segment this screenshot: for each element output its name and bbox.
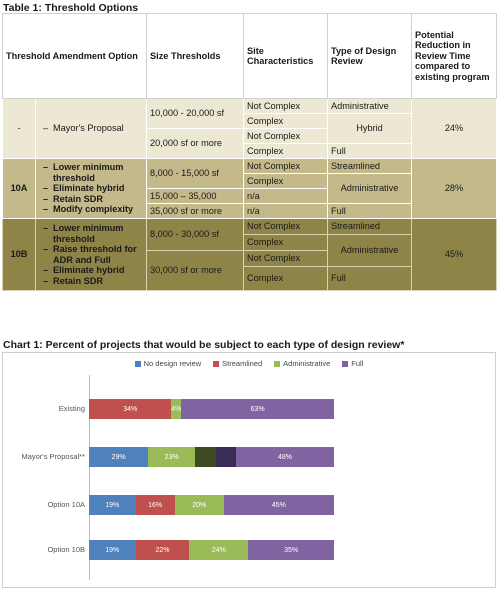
group2-review: Full — [328, 204, 412, 219]
bar-segment: 24% — [189, 540, 248, 560]
group3-id: 10B — [3, 219, 36, 291]
category-label: Existing — [58, 404, 85, 413]
group2-review: Streamlined — [328, 159, 412, 174]
group2-size: 15,000 – 35,000 — [147, 189, 244, 204]
legend-label: Streamlined — [222, 359, 263, 368]
group1-review: Hybrid — [328, 114, 412, 144]
chart-legend — [3, 359, 495, 368]
bar-row — [89, 540, 334, 560]
group2-option: – Modify complexity — [53, 204, 143, 215]
legend-swatch — [135, 361, 141, 367]
group3-size: 30,000 sf or more — [147, 251, 244, 291]
bar-row — [89, 447, 334, 467]
group2-reduction: 28% — [412, 159, 497, 219]
legend-entry — [342, 359, 363, 368]
group1-site: Not Complex — [244, 99, 328, 114]
bar-segment: 23% — [148, 447, 195, 467]
bar-segment: 19% — [89, 495, 136, 515]
bar-segment — [195, 447, 215, 467]
group3-review: Full — [328, 267, 412, 291]
header-site: Site Characteristics — [244, 14, 328, 99]
bar-segment: 48% — [236, 447, 334, 467]
group1-review: Full — [328, 144, 412, 159]
group1-option: – Mayor's Proposal — [53, 123, 143, 134]
group1-site: Complex — [244, 114, 328, 129]
group2-options — [36, 159, 147, 219]
group3-option: – Raise threshold for ADR and Full — [53, 244, 143, 265]
header-option: Threshold Amendment Option — [3, 14, 147, 99]
bar-segment: 4% — [171, 399, 181, 419]
group2-option: – Eliminate hybrid — [53, 183, 143, 194]
group1-size: 20,000 sf or more — [147, 129, 244, 159]
header-review: Type of Design Review — [328, 14, 412, 99]
group2-option: – Retain SDR — [53, 194, 143, 205]
group1-id: - — [3, 99, 36, 159]
table-title: Table 1: Threshold Options — [3, 2, 139, 14]
legend-label: Administrative — [283, 359, 331, 368]
legend-entry — [274, 359, 330, 368]
group3-review: Streamlined — [328, 219, 412, 235]
group1-size: 10,000 - 20,000 sf — [147, 99, 244, 129]
legend-swatch — [342, 361, 348, 367]
group1-site: Not Complex — [244, 129, 328, 144]
legend-label: No design review — [143, 359, 202, 368]
bar-segment: 45% — [224, 495, 334, 515]
group3-option: – Retain SDR — [53, 276, 143, 287]
group2-site: n/a — [244, 189, 328, 204]
group1-reduction: 24% — [412, 99, 497, 159]
group3-site: Complex — [244, 235, 328, 251]
group3-site: Not Complex — [244, 251, 328, 267]
group2-site: n/a — [244, 204, 328, 219]
group2-size: 8,000 - 15,000 sf — [147, 159, 244, 189]
bar-segment: 35% — [248, 540, 334, 560]
category-label: Option 10B — [47, 545, 85, 554]
category-label: Option 10A — [47, 500, 85, 509]
bar-segment: 22% — [136, 540, 190, 560]
group1-review: Administrative — [328, 99, 412, 114]
group2-site: Not Complex — [244, 159, 328, 174]
design-review-chart — [2, 352, 496, 588]
legend-swatch — [274, 361, 280, 367]
group2-id: 10A — [3, 159, 36, 219]
group2-site: Complex — [244, 174, 328, 189]
bar-row — [89, 399, 334, 419]
group2-review: Administrative — [328, 174, 412, 204]
bar-segment — [216, 447, 236, 467]
header-reduction: Potential Reduction in Review Time compared to existing program — [412, 14, 497, 99]
group2-option: – Lower minimum threshold — [53, 162, 143, 183]
bar-segment: 16% — [136, 495, 175, 515]
group2-size: 35,000 sf or more — [147, 204, 244, 219]
bar-row — [89, 495, 334, 515]
legend-entry — [135, 359, 202, 368]
group3-site: Complex — [244, 267, 328, 291]
group3-option: – Eliminate hybrid — [53, 265, 143, 276]
group1-site: Complex — [244, 144, 328, 159]
group3-size: 8,000 - 30,000 sf — [147, 219, 244, 251]
legend-label: Full — [351, 359, 364, 368]
threshold-options-table — [2, 13, 497, 291]
header-size: Size Thresholds — [147, 14, 244, 99]
bar-segment: 29% — [89, 447, 148, 467]
group3-options — [36, 219, 147, 291]
bar-segment: 19% — [89, 540, 136, 560]
group3-site: Not Complex — [244, 219, 328, 235]
group3-option: – Lower minimum threshold — [53, 223, 143, 244]
category-label: Mayor's Proposal** — [21, 452, 85, 461]
bar-segment: 34% — [89, 399, 171, 419]
bar-segment: 20% — [175, 495, 224, 515]
group3-review: Administrative — [328, 235, 412, 267]
bar-segment: 63% — [181, 399, 334, 419]
legend-entry — [213, 359, 262, 368]
chart-title: Chart 1: Percent of projects that would be subject to each type of design review* — [3, 339, 405, 351]
group3-reduction: 45% — [412, 219, 497, 291]
group1-options — [36, 99, 147, 159]
legend-swatch — [213, 361, 219, 367]
